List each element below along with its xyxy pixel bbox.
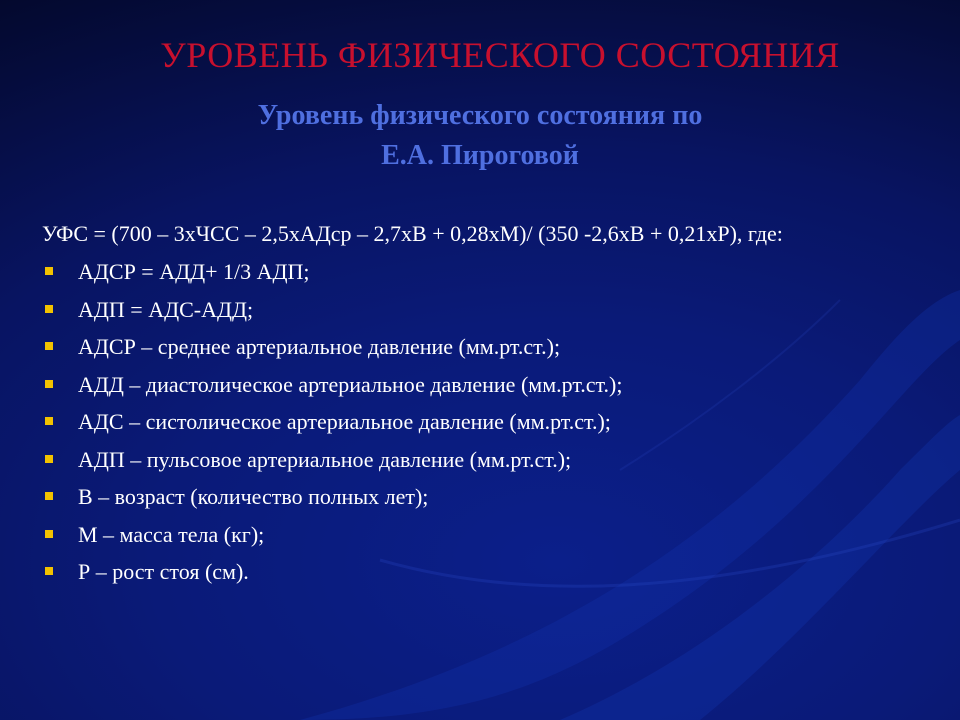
list-item-text: АДСР = АДД+ 1/3 АДП;	[78, 259, 310, 284]
list-item-text: АДП = АДС-АДД;	[78, 296, 254, 322]
list-item	[42, 331, 922, 369]
square-bullet-icon	[45, 267, 53, 275]
list-item	[42, 444, 922, 482]
slide-subtitle	[0, 96, 960, 176]
list-item	[42, 369, 922, 407]
list-item	[42, 294, 922, 332]
list-item	[42, 519, 922, 557]
subtitle-line-1: Уровень физического состояния по	[257, 100, 703, 131]
definitions-list	[42, 256, 922, 594]
formula-text: УФС = (700 – 3хЧСС – 2,5хАДср – 2,7хВ + 0,28хМ)/ (350 -2,6хВ + 0,21хР), где:	[42, 221, 783, 246]
list-item-text: АДД – диастолическое артериальное давление (мм.рт.ст.);	[78, 371, 623, 397]
list-item	[42, 406, 922, 444]
square-bullet-icon	[45, 567, 53, 575]
subtitle-line-2: Е.А. Пироговой	[381, 140, 579, 171]
list-item-text: В – возраст (количество полных лет);	[78, 484, 429, 509]
list-item-text: АДП – пульсовое артериальное давление (мм.рт.ст.);	[78, 446, 572, 472]
list-item-text: АДС – систолическое артериальное давление (мм.рт.ст.);	[78, 409, 611, 434]
list-item	[42, 256, 922, 294]
slide-content	[42, 218, 922, 594]
slide-title: УРОВЕНЬ ФИЗИЧЕСКОГО СОСТОЯНИЯ	[160, 35, 840, 75]
square-bullet-icon	[45, 342, 53, 350]
square-bullet-icon	[45, 417, 53, 425]
square-bullet-icon	[45, 380, 53, 388]
square-bullet-icon	[45, 492, 53, 500]
square-bullet-icon	[45, 305, 53, 313]
list-item-text: Р – рост стоя (см).	[78, 559, 249, 584]
list-item	[42, 481, 922, 519]
square-bullet-icon	[45, 455, 53, 463]
square-bullet-icon	[45, 530, 53, 538]
list-item	[42, 556, 922, 594]
list-item-text: М – масса тела (кг);	[78, 521, 265, 547]
list-item-text: АДСР – среднее артериальное давление (мм.рт.ст.);	[78, 334, 561, 359]
